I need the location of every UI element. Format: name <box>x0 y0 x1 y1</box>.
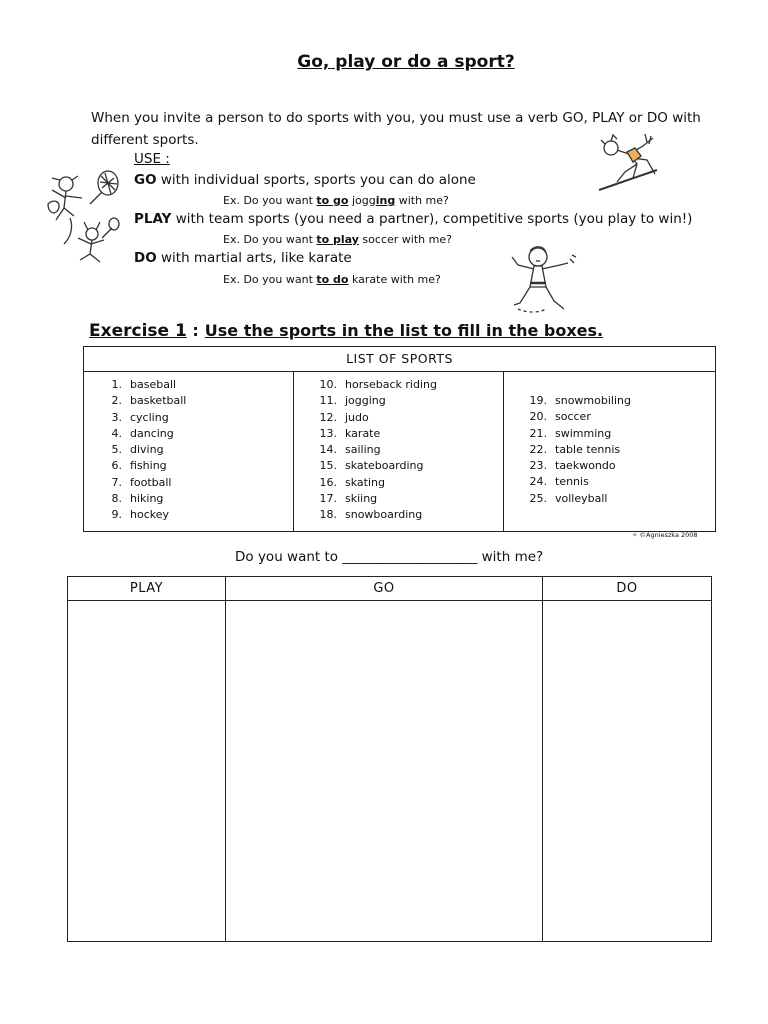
example-go-ing: ing <box>375 194 396 207</box>
karate-illustration <box>506 243 580 317</box>
sport-number: 6. <box>111 459 122 473</box>
skier-illustration <box>597 130 661 194</box>
sport-number: 25. <box>529 491 547 505</box>
sport-name: skiing <box>345 492 378 506</box>
sport-number: 21. <box>529 426 547 440</box>
sport-number: 5. <box>111 443 122 457</box>
exercise-number: Exercise 1 <box>89 321 187 341</box>
sports-column-1 <box>106 377 186 524</box>
rule-go <box>134 172 476 188</box>
fill-in-question: Do you want to ____________________ with me? <box>235 549 544 565</box>
rule-play-text: with team sports (you need a partner), competitive sports (you play to win!) <box>171 211 693 227</box>
sport-number: 12. <box>319 410 337 424</box>
sport-name: jogging <box>345 394 386 408</box>
sport-number: 3. <box>111 410 122 424</box>
sport-name: table tennis <box>555 442 621 456</box>
sport-name: volleyball <box>555 491 608 505</box>
copyright: ✧ ©Agnieszka 2008 <box>632 531 698 539</box>
sport-list-item <box>315 458 437 474</box>
sport-name: horseback riding <box>345 378 437 391</box>
sport-list-item <box>315 410 437 426</box>
sports-column-3 <box>525 393 631 507</box>
sport-name: sailing <box>345 443 381 457</box>
rule-do-keyword: DO <box>134 250 157 266</box>
column-divider <box>503 372 504 531</box>
sport-list-item <box>525 458 631 474</box>
sport-list-item <box>106 410 186 426</box>
sports-list-box <box>83 346 716 532</box>
sport-list-item <box>525 426 631 442</box>
example-do-pre: Ex. Do you want <box>223 273 317 286</box>
rule-play <box>134 211 692 227</box>
sports-list-header: LIST OF SPORTS <box>84 347 715 372</box>
sport-name: swimming <box>555 426 612 440</box>
sport-name: diving <box>130 443 164 457</box>
sport-number: 7. <box>111 475 122 489</box>
sport-number: 22. <box>529 442 547 456</box>
page-title: Go, play or do a sport? <box>297 52 515 72</box>
sport-name: skateboarding <box>345 459 424 473</box>
sport-list-item <box>525 409 631 425</box>
sport-number: 19. <box>529 394 547 407</box>
sport-number: 23. <box>529 459 547 473</box>
sport-number: 10. <box>319 378 337 391</box>
go-answer-cell[interactable] <box>226 601 542 941</box>
example-go-post: with me? <box>395 194 449 207</box>
header-play: PLAY <box>129 581 164 596</box>
rule-go-text: with individual sports, sports you can do alone <box>156 172 476 188</box>
sport-name: karate <box>345 426 381 440</box>
intro-text: When you invite a person to do sports with you, you must use a verb GO, PLAY or DO with different sports. <box>91 110 701 148</box>
sport-list-item <box>315 491 437 507</box>
sport-name: hockey <box>130 508 170 522</box>
example-go-mid: jogg <box>348 194 376 207</box>
answer-table <box>67 576 712 942</box>
sport-name: skating <box>345 475 385 489</box>
sport-list-item <box>315 426 437 442</box>
sport-number: 17. <box>319 492 337 506</box>
sport-name: cycling <box>130 410 169 424</box>
example-do <box>223 273 441 286</box>
sports-column-2 <box>315 377 437 524</box>
sport-list-item <box>106 393 186 409</box>
example-go-verb: to go <box>316 194 349 207</box>
example-play <box>223 233 452 246</box>
header-go: GO <box>373 581 395 596</box>
column-divider <box>293 372 294 531</box>
sport-list-item <box>106 491 186 507</box>
sport-number: 14. <box>319 443 337 457</box>
sport-list-item <box>106 507 186 523</box>
tennis-players-illustration <box>44 168 126 264</box>
sport-list-item <box>315 377 437 393</box>
sport-number: 9. <box>111 508 122 522</box>
example-play-post: soccer with me? <box>358 233 452 246</box>
example-play-verb: to play <box>316 233 359 246</box>
sport-name: baseball <box>130 378 177 391</box>
sport-list-item <box>525 474 631 490</box>
sport-name: judo <box>345 410 369 424</box>
sport-number: 20. <box>529 410 547 424</box>
sport-list-item <box>315 475 437 491</box>
sport-name: soccer <box>555 410 591 424</box>
sport-name: dancing <box>130 426 174 440</box>
sport-number: 15. <box>319 459 337 473</box>
sport-name: basketball <box>130 394 187 408</box>
sport-list-item <box>106 475 186 491</box>
sport-number: 18. <box>319 508 337 522</box>
sport-list-item <box>525 491 631 507</box>
exercise-colon: : <box>186 321 199 340</box>
sport-list-item <box>525 442 631 458</box>
header-do: DO <box>616 581 638 596</box>
play-answer-cell[interactable] <box>68 601 225 941</box>
example-go-pre: Ex. Do you want <box>223 194 317 207</box>
do-answer-cell[interactable] <box>543 601 711 941</box>
sport-list-item <box>106 426 186 442</box>
sport-name: fishing <box>130 459 167 473</box>
sport-list-item <box>525 393 631 409</box>
sport-number: 24. <box>529 475 547 489</box>
sport-name: football <box>130 475 172 489</box>
sport-number: 13. <box>319 426 337 440</box>
sport-number: 11. <box>319 394 337 408</box>
sport-number: 8. <box>111 492 122 506</box>
example-go <box>223 194 449 207</box>
sport-number: 1. <box>111 378 122 391</box>
example-do-verb: to do <box>316 273 349 286</box>
rule-go-keyword: GO <box>134 172 157 188</box>
sport-name: snowmobiling <box>555 394 631 407</box>
exercise-task: Use the sports in the list to fill in the boxes. <box>204 321 604 340</box>
sport-list-item <box>106 458 186 474</box>
sport-list-item <box>315 507 437 523</box>
sport-list-item <box>315 393 437 409</box>
sport-name: hiking <box>130 492 164 506</box>
exercise-heading <box>89 321 603 341</box>
rule-do <box>134 250 352 266</box>
sport-list-item <box>106 442 186 458</box>
sport-list-item <box>106 377 186 393</box>
rule-do-text: with martial arts, like karate <box>156 250 352 266</box>
sport-list-item <box>315 442 437 458</box>
example-do-post: karate with me? <box>348 273 441 286</box>
example-play-pre: Ex. Do you want <box>223 233 317 246</box>
use-label: USE : <box>134 151 170 167</box>
sport-name: tennis <box>555 475 589 489</box>
sport-name: taekwondo <box>555 459 616 473</box>
sport-number: 16. <box>319 475 337 489</box>
sport-number: 4. <box>111 426 122 440</box>
sport-name: snowboarding <box>345 508 423 522</box>
sport-number: 2. <box>111 394 122 408</box>
rule-play-keyword: PLAY <box>134 211 172 227</box>
